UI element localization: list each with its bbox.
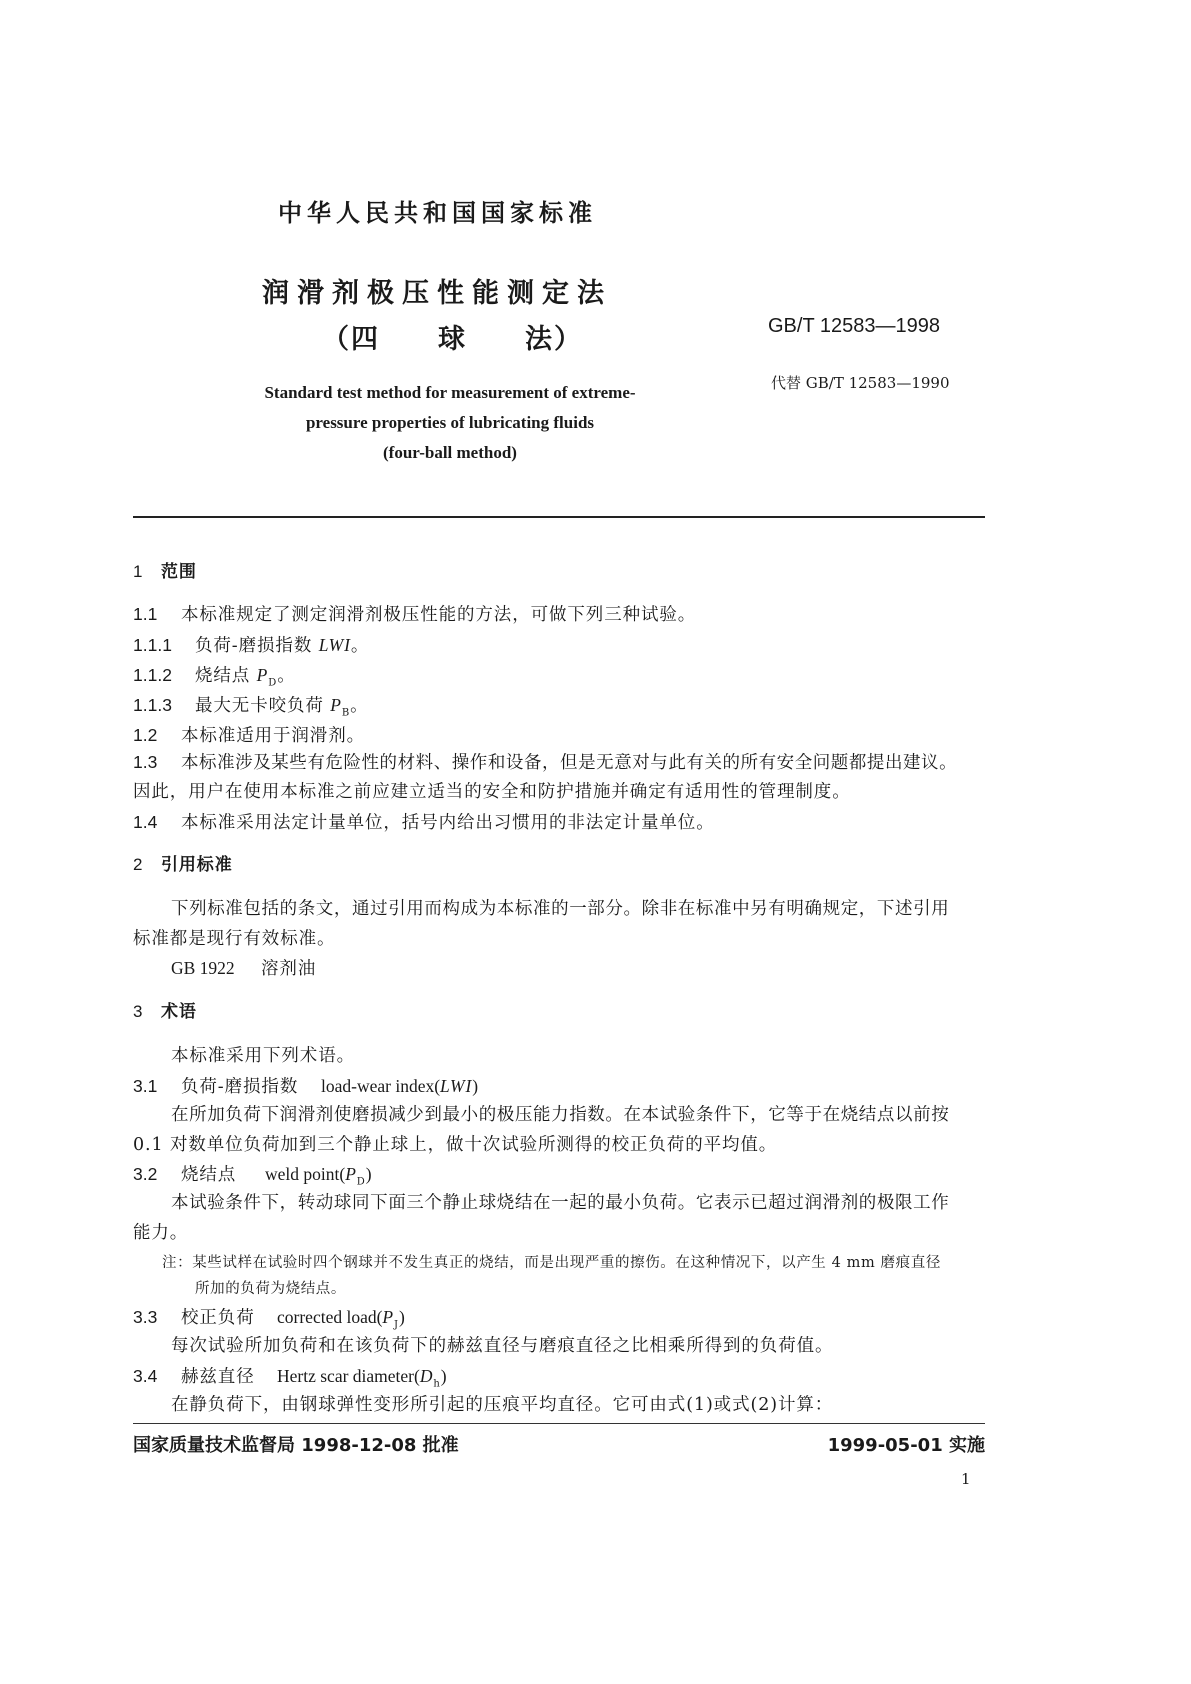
title-en-3: (four-ball method) bbox=[383, 443, 517, 462]
term-3-2: 3.2 烧结点 weld $point(P_D)$ bbox=[133, 1164, 372, 1188]
section-2-heading: 2 引用标准 bbox=[133, 855, 233, 875]
clause-1-1-1: 1.1.1 负荷-磨损指数 LWI。 bbox=[133, 635, 370, 656]
term-3-2-note-1: 注：某些试样在试验时四个钢球并不发生真正的烧结，而是出现严重的擦伤。在这种情况下，以产生 4 mm 磨痕直径 bbox=[162, 1255, 941, 1271]
footer-divider bbox=[133, 1423, 985, 1424]
term-3-1-def-2: 0.1 对数单位负荷加到三个静止球上，做十次试验所测得的校正负荷的平均值。 bbox=[133, 1135, 778, 1155]
clause-1-3: 1.3 本标准涉及某些有危险性的材料、操作和设备，但是无意对与此有关的所有安全问题都提出建议。 bbox=[133, 752, 958, 773]
term-3-2-def-2: 能力。 bbox=[133, 1223, 189, 1243]
reference-gb1922: GB 1922 溶剂油 bbox=[171, 958, 317, 979]
approval-date: 国家质量技术监督局 1998-12-08 批准 bbox=[133, 1435, 459, 1456]
title-en-1: Standard test method for measurement of extreme- bbox=[264, 383, 636, 402]
header-divider bbox=[133, 516, 985, 518]
national-standard-title: 中华人民共和国国家标准 bbox=[278, 199, 597, 227]
term-3-4-def: 在静负荷下，由钢球弹性变形所引起的压痕平均直径。它可由式(1)或式(2)计算： bbox=[171, 1395, 834, 1415]
term-3-3: 3.3 校正负荷 corrected $load(P_J)$ bbox=[133, 1307, 405, 1331]
clause-1-1-3: 1.1.3 最大无卡咬负荷 $P_B$。 bbox=[133, 695, 369, 719]
replaces-code: 代替 GB/T 12583—1990 bbox=[771, 374, 950, 392]
section-2-para-2: 标准都是现行有效标准。 bbox=[133, 929, 336, 949]
section-3-intro: 本标准采用下列术语。 bbox=[171, 1046, 355, 1066]
clause-1-2: 1.2 本标准适用于润滑剂。 bbox=[133, 725, 365, 746]
standard-code: GB/T 12583—1998 bbox=[768, 315, 940, 337]
term-3-4: 3.4 赫兹直径 Hertz scar $diameter(D_h)$ bbox=[133, 1366, 447, 1390]
term-3-1: 3.1 负荷-磨损指数 load-wear index(LWI) bbox=[133, 1076, 479, 1097]
term-3-1-def-1: 在所加负荷下润滑剂使磨损减少到最小的极压能力指数。在本试验条件下，它等于在烧结点以前按 bbox=[171, 1105, 950, 1125]
clause-1-3-cont: 因此，用户在使用本标准之前应建立适当的安全和防护措施并确定有适用性的管理制度。 bbox=[133, 782, 851, 802]
title-en-2: pressure properties of lubricating fluids bbox=[305, 413, 595, 432]
clause-1-1-2: 1.1.2 烧结点 $P_D$。 bbox=[133, 665, 296, 689]
term-3-2-def-1: 本试验条件下，转动球同下面三个静止球烧结在一起的最小负荷。它表示已超过润滑剂的极限工作 bbox=[171, 1193, 950, 1213]
document-subtitle: （四 球 法） bbox=[322, 324, 583, 355]
clause-1-1: 1.1 本标准规定了测定润滑剂极压性能的方法，可做下列三种试验。 bbox=[133, 604, 697, 625]
clause-1-4: 1.4 本标准采用法定计量单位，括号内给出习惯用的非法定计量单位。 bbox=[133, 812, 715, 833]
effective-date: 1999-05-01 实施 bbox=[827, 1435, 985, 1456]
section-3-heading: 3 术语 bbox=[133, 1002, 197, 1022]
term-3-2-note-2: 所加的负荷为烧结点。 bbox=[195, 1281, 346, 1297]
term-3-3-def: 每次试验所加负荷和在该负荷下的赫兹直径与磨痕直径之比相乘所得到的负荷值。 bbox=[171, 1336, 834, 1356]
section-2-para-1: 下列标准包括的条文，通过引用而构成为本标准的一部分。除非在标准中另有明确规定，下述引用 bbox=[171, 899, 950, 919]
section-1-heading: 1 范围 bbox=[133, 562, 197, 582]
document-title: 润滑剂极压性能测定法 bbox=[262, 278, 612, 309]
page-number: 1 bbox=[961, 1470, 972, 1488]
